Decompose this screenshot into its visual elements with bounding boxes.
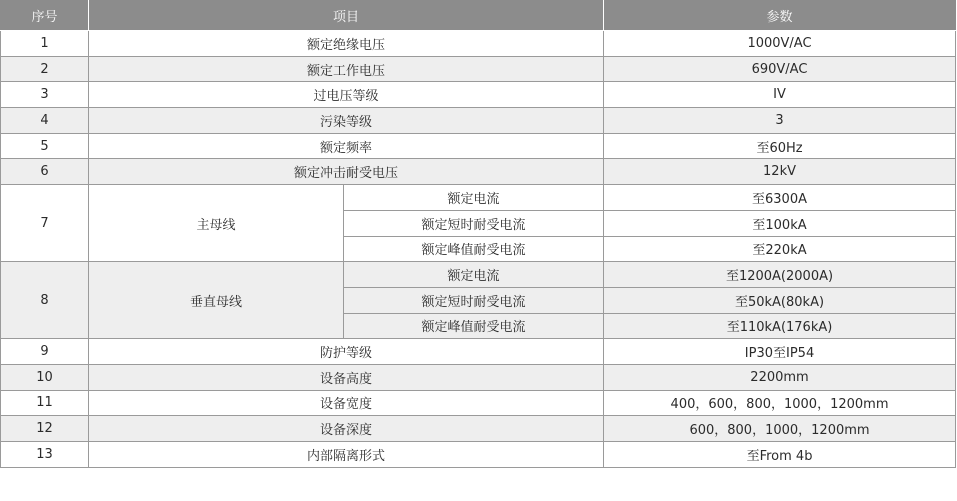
row-no: 4 bbox=[1, 108, 89, 134]
row-sub-item: 额定短时耐受电流 bbox=[344, 287, 604, 313]
row-param: 12kV bbox=[604, 159, 956, 185]
row-param: 至110kA(176kA) bbox=[604, 313, 956, 339]
row-param: 至50kA(80kA) bbox=[604, 287, 956, 313]
row-param: 2200mm bbox=[604, 364, 956, 390]
table-row bbox=[1, 262, 956, 288]
row-no: 2 bbox=[1, 56, 89, 82]
row-param: 至From 4b bbox=[604, 442, 956, 468]
table-row bbox=[1, 82, 956, 108]
row-item: 设备高度 bbox=[89, 364, 604, 390]
row-item: 额定工作电压 bbox=[89, 56, 604, 82]
row-param: 至1200A(2000A) bbox=[604, 262, 956, 288]
row-item: 过电压等级 bbox=[89, 82, 604, 108]
row-item: 内部隔离形式 bbox=[89, 442, 604, 468]
row-item: 污染等级 bbox=[89, 108, 604, 134]
row-group-item: 垂直母线 bbox=[89, 262, 344, 339]
row-sub-item: 额定短时耐受电流 bbox=[344, 210, 604, 236]
header-item: 项目 bbox=[89, 1, 604, 31]
row-no: 1 bbox=[1, 31, 89, 57]
row-no: 6 bbox=[1, 159, 89, 185]
header-row bbox=[1, 1, 956, 31]
row-sub-item: 额定峰值耐受电流 bbox=[344, 236, 604, 262]
row-sub-item: 额定峰值耐受电流 bbox=[344, 313, 604, 339]
row-param: 至6300A bbox=[604, 185, 956, 211]
row-no: 8 bbox=[1, 262, 89, 339]
table-row bbox=[1, 185, 956, 211]
row-no: 7 bbox=[1, 185, 89, 262]
row-item: 设备深度 bbox=[89, 416, 604, 442]
row-param: 3 bbox=[604, 108, 956, 134]
row-no: 9 bbox=[1, 339, 89, 365]
table-row bbox=[1, 339, 956, 365]
row-param: 690V/AC bbox=[604, 56, 956, 82]
row-param: 1000V/AC bbox=[604, 31, 956, 57]
table-row bbox=[1, 133, 956, 159]
row-param: 至60Hz bbox=[604, 133, 956, 159]
header-param: 参数 bbox=[604, 1, 956, 31]
table-row bbox=[1, 159, 956, 185]
header-no: 序号 bbox=[1, 1, 89, 31]
row-item: 额定绝缘电压 bbox=[89, 31, 604, 57]
row-param: 至220kA bbox=[604, 236, 956, 262]
table-row bbox=[1, 56, 956, 82]
row-param: 600，800，1000，1200mm bbox=[604, 416, 956, 442]
row-no: 12 bbox=[1, 416, 89, 442]
table-row bbox=[1, 442, 956, 468]
row-param: 至100kA bbox=[604, 210, 956, 236]
row-no: 11 bbox=[1, 390, 89, 416]
row-item: 设备宽度 bbox=[89, 390, 604, 416]
row-no: 10 bbox=[1, 364, 89, 390]
table-row bbox=[1, 416, 956, 442]
row-no: 3 bbox=[1, 82, 89, 108]
row-no: 5 bbox=[1, 133, 89, 159]
row-param: 400，600，800，1000，1200mm bbox=[604, 390, 956, 416]
table-row bbox=[1, 108, 956, 134]
row-item: 额定频率 bbox=[89, 133, 604, 159]
row-sub-item: 额定电流 bbox=[344, 185, 604, 211]
row-item: 防护等级 bbox=[89, 339, 604, 365]
row-item: 额定冲击耐受电压 bbox=[89, 159, 604, 185]
row-no: 13 bbox=[1, 442, 89, 468]
row-group-item: 主母线 bbox=[89, 185, 344, 262]
table-row bbox=[1, 390, 956, 416]
table-row bbox=[1, 364, 956, 390]
table-row bbox=[1, 31, 956, 57]
row-param: IP30至IP54 bbox=[604, 339, 956, 365]
row-sub-item: 额定电流 bbox=[344, 262, 604, 288]
row-param: IV bbox=[604, 82, 956, 108]
